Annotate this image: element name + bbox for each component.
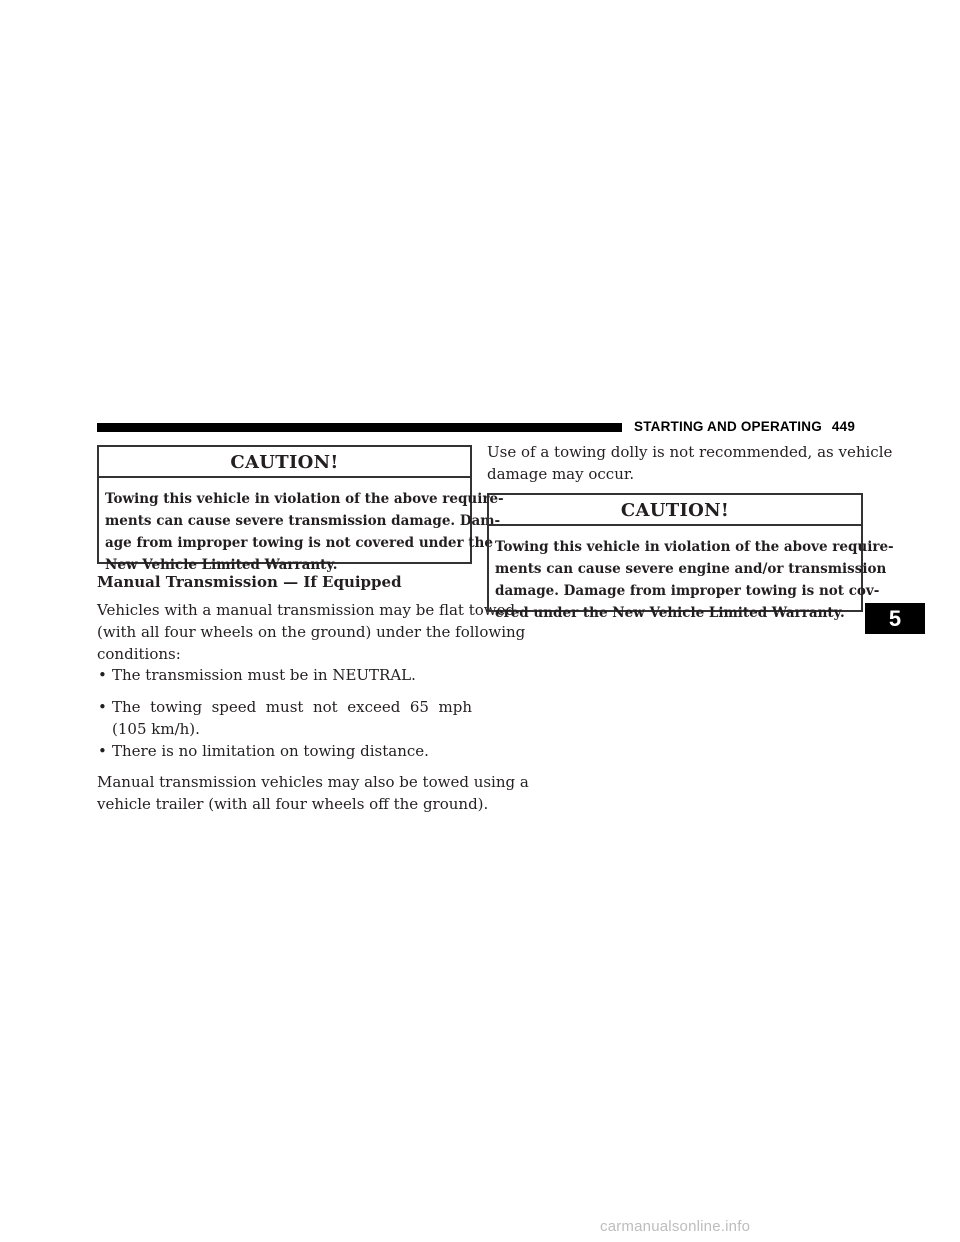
paragraph-line: conditions:	[97, 645, 181, 663]
caution-text	[489, 526, 894, 628]
caution-title: CAUTION!	[489, 495, 861, 526]
section-title: STARTING AND OPERATING	[634, 419, 822, 434]
header-rule	[97, 423, 622, 432]
paragraph-line: vehicle trailer (with all four wheels off the ground).	[97, 795, 489, 813]
watermark: carmanualsonline.info	[600, 1218, 751, 1235]
paragraph-line: (with all four wheels on the ground) under the following	[97, 623, 526, 641]
paragraph-line: Use of a towing dolly is not recommended, as vehicle	[487, 443, 893, 461]
bullet-text: The towing speed must not exceed 65 mph	[112, 698, 472, 716]
caution-line: age from improper towing is not covered under the	[105, 535, 493, 551]
caution-line: damage. Damage from improper towing is not cov-	[495, 583, 880, 599]
chapter-tab: 5	[865, 603, 925, 634]
caution-line: New Vehicle Limited Warranty.	[105, 557, 338, 573]
caution-line: Towing this vehicle in violation of the above require-	[105, 491, 504, 507]
caution-box-transmission	[97, 445, 504, 573]
bullet-dot: •	[98, 666, 107, 684]
section-heading-manual-transmission: Manual Transmission — If Equipped	[97, 573, 402, 591]
running-header	[634, 419, 855, 434]
paragraph-flat-tow-conditions	[97, 599, 526, 665]
bullet-dot: •	[98, 698, 107, 716]
paragraph-towing-dolly	[487, 441, 893, 485]
bullet-dot: •	[98, 742, 107, 760]
paragraph-line: damage may occur.	[487, 465, 635, 483]
caution-text	[99, 478, 504, 580]
bullet-text: The transmission must be in NEUTRAL.	[112, 666, 416, 684]
caution-line: Towing this vehicle in violation of the above require-	[495, 539, 894, 555]
caution-line: ered under the New Vehicle Limited Warranty.	[495, 605, 845, 621]
caution-line: ments can cause severe engine and/or transmission	[495, 561, 887, 577]
bullet-text: There is no limitation on towing distance.	[112, 742, 429, 760]
paragraph-trailer-towing	[97, 771, 529, 815]
bullet-text: (105 km/h).	[112, 720, 200, 738]
caution-title: CAUTION!	[99, 447, 470, 478]
page-number: 449	[831, 419, 856, 434]
paragraph-line: Manual transmission vehicles may also be towed using a	[97, 773, 529, 791]
caution-box-engine-transmission	[487, 493, 894, 621]
paragraph-line: Vehicles with a manual transmission may be flat towed	[97, 601, 516, 619]
caution-line: ments can cause severe transmission damage. Dam-	[105, 513, 501, 529]
